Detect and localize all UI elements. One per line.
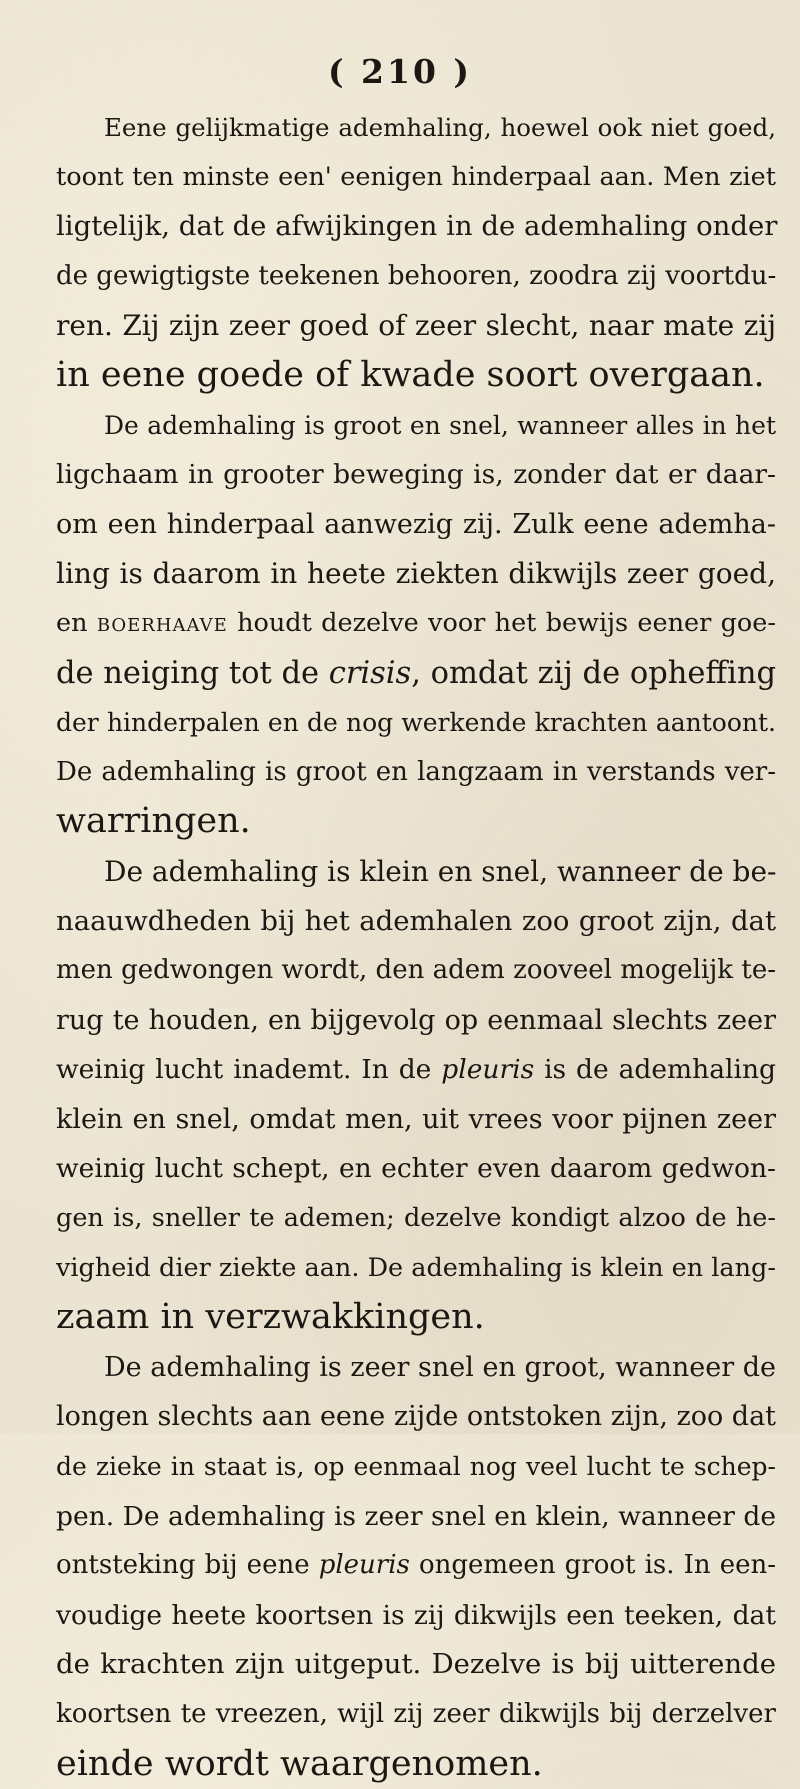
italic-term: pleuris xyxy=(318,1550,410,1581)
text-line: De ademhaling is groot en snel, wanneer alles in het xyxy=(104,410,776,440)
text-line: om een hinderpaal aanwezig zij. Zulk eene ademha- xyxy=(56,508,776,540)
body-text xyxy=(56,103,776,1789)
text-line: De ademhaling is klein en snel, wanneer de be- xyxy=(104,854,777,888)
text-line: voudige heete koortsen is zij dikwijls een teeken, dat xyxy=(56,1599,776,1631)
italic-term: crisis xyxy=(328,655,412,691)
text-line: klein en snel, omdat men, uit vrees voor pijnen zeer xyxy=(56,1103,776,1135)
text-line: ling is daarom in heete ziekten dikwijls zeer goed, xyxy=(56,557,776,591)
text-line xyxy=(56,1045,776,1095)
text-line: de zieke in staat is, op eenmaal nog veel lucht te schep- xyxy=(56,1452,776,1482)
text-line: einde wordt waargenomen. xyxy=(56,1743,543,1784)
text-line: naauwdheden bij het ademhalen zoo groot zijn, dat xyxy=(56,904,776,937)
text-segment: weinig lucht inademt. In de xyxy=(56,1054,442,1086)
text-line: toont ten minste een' eenigen hinderpaal aan. Men ziet xyxy=(56,161,776,192)
text-line: koortsen te vreezen, wijl zij zeer dikwijls bij derzelver xyxy=(56,1699,776,1729)
text-line: pen. De ademhaling is zeer snel en klein, wanneer de xyxy=(56,1500,776,1532)
text-segment: houdt dezelve voor het bewijs eener goe- xyxy=(227,607,776,638)
text-line: ligtelijk, dat de afwijkingen in de ademhaling onder xyxy=(56,210,778,243)
text-line xyxy=(56,1541,776,1591)
text-line: rug te houden, en bijgevolg op eenmaal slechts zeer xyxy=(56,1004,776,1036)
text-line xyxy=(56,599,776,649)
text-line: de krachten zijn uitgeput. Dezelve is bij uitterende xyxy=(56,1648,776,1681)
text-line: longen slechts aan eene zijde ontstoken zijn, zoo dat xyxy=(56,1401,777,1433)
text-line xyxy=(56,649,776,699)
text-line: der hinderpalen en de nog werkende krachten aantoont. xyxy=(56,708,776,738)
text-line: De ademhaling is zeer snel en groot, wanneer de xyxy=(104,1351,776,1383)
text-line: Eene gelijkmatige ademhaling, hoewel ook niet goed, xyxy=(104,113,776,142)
text-segment: ontsteking bij eene xyxy=(56,1550,319,1581)
page-number: ( 210 ) xyxy=(327,52,473,91)
text-segment: , omdat zij de opheffing xyxy=(411,655,776,691)
text-segment: de neiging tot de xyxy=(56,655,329,691)
text-line: De ademhaling is groot en langzaam in verstands ver- xyxy=(56,756,776,787)
text-line: ren. Zij zijn zeer goed of zeer slecht, naar mate zij xyxy=(56,309,776,343)
small-caps-name: boerhaave xyxy=(96,607,228,638)
text-line: gen is, sneller te ademen; dezelve kondigt alzoo de he- xyxy=(56,1203,776,1234)
text-line: zaam in verzwakkingen. xyxy=(56,1297,485,1338)
text-line: ligchaam in grooter beweging is, zonder dat er daar- xyxy=(56,459,776,491)
text-line: men gedwongen wordt, den adem zooveel mogelijk te- xyxy=(56,955,776,986)
text-line: weinig lucht schept, en echter even daarom gedwon- xyxy=(56,1153,776,1185)
text-line: in eene goede of kwade soort overgaan. xyxy=(56,354,765,395)
text-line: vigheid dier ziekte aan. De ademhaling is klein en lang- xyxy=(56,1252,776,1283)
text-line: de gewigtigste teekenen behooren, zoodra zij voortdu- xyxy=(56,260,777,291)
italic-term: pleuris xyxy=(441,1054,535,1086)
text-segment: ongemeen groot is. In een- xyxy=(409,1550,776,1581)
text-segment: is de ademhaling xyxy=(534,1054,776,1086)
text-line: warringen. xyxy=(56,801,251,842)
text-segment: en xyxy=(56,607,97,638)
